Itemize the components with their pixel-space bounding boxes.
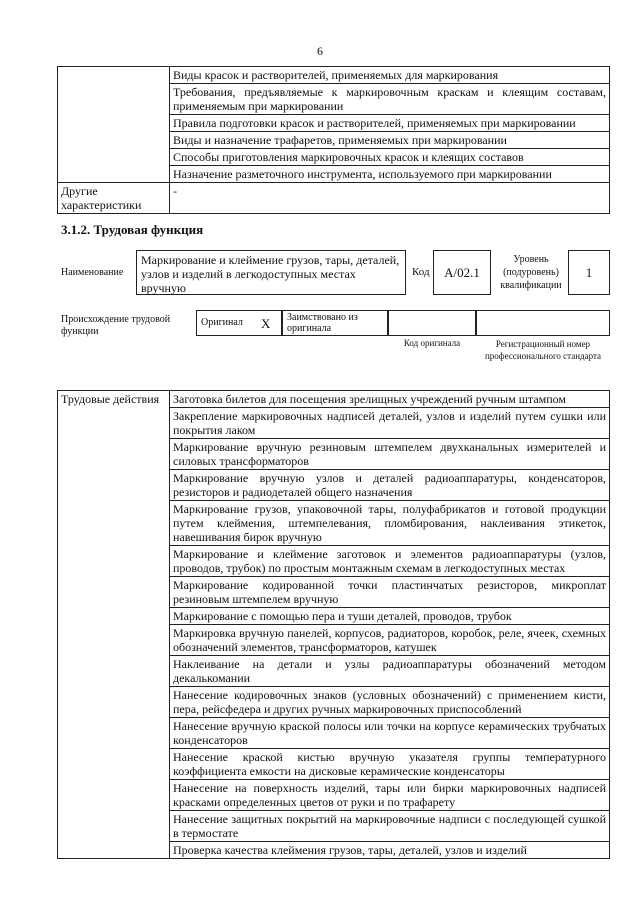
table-cell: Нанесение краской кистью вручную указателя группы температурного коэффициента емкости на дисковые керамические конденсаторы <box>170 749 610 780</box>
other-characteristics-label: Другие характеристики <box>58 183 170 214</box>
function-code-value: A/02.1 <box>433 250 491 295</box>
original-cell <box>196 310 282 336</box>
empty-label-cell <box>58 67 170 183</box>
knowledge-table <box>57 66 610 214</box>
section-title: 3.1.2. Трудовая функция <box>61 222 204 237</box>
table-cell: Виды красок и растворителей, применяемых для маркирования <box>170 67 610 84</box>
table-cell: Проверка качества клеймения грузов, тары, деталей, узлов и изделий <box>170 842 610 859</box>
table-cell: Правила подготовки красок и растворителей, применяемых при маркировании <box>170 115 610 132</box>
qualification-level-value: 1 <box>568 250 610 295</box>
code-original-caption: Код оригинала <box>403 338 461 348</box>
qualification-level-label: Уровень (подуровень) квалификации <box>500 254 562 291</box>
labour-actions-table <box>57 390 610 859</box>
table-cell: Наклеивание на детали и узлы радиоаппаратуры обозначений методом декалькомании <box>170 656 610 687</box>
borrowed-label: Заимствовано из оригинала <box>282 310 388 336</box>
table-row <box>58 183 610 214</box>
original-mark: X <box>261 316 271 331</box>
table-cell: Маркирование и клеймение заготовок и элементов радиоаппаратуры (узлов, проводов, трубок) по простым монтажным схемам в легкодоступных местах <box>170 546 610 577</box>
table-cell: Маркирование вручную резиновым штемпелем двухканальных измерителей и силовых трансформаторов <box>170 439 610 470</box>
code-label: Код <box>412 266 430 278</box>
table-cell: Закрепление маркировочных надписей деталей, узлов и изделий путем сушки или покрытия лаком <box>170 408 610 439</box>
table-cell: Маркирование грузов, упаковочной тары, полуфабрикатов и готовой продукции путем клеймения, штемпелевания, пломбирования, наклеивания этикеток, навешивания бирок вручную <box>170 501 610 546</box>
other-characteristics-value: - <box>170 183 610 214</box>
table-row <box>58 67 610 84</box>
reg-number-caption: Регистрационный номер профессионального стандарта <box>484 339 602 361</box>
labour-actions-label: Трудовые действия <box>58 391 170 859</box>
original-label: Оригинал <box>201 317 243 328</box>
function-name-value: Маркирование и клеймение грузов, тары, деталей, узлов и изделий в легкодоступных местах вручную <box>136 250 406 295</box>
table-cell: Маркировка вручную панелей, корпусов, радиаторов, коробок, реле, ячеек, схемных обозначений элементов, трансформаторов, катушек <box>170 625 610 656</box>
table-cell: Нанесение кодировочных знаков (условных обозначений) с применением кисти, пера, рейсфедера и других ручных маркировочных приспособлений <box>170 687 610 718</box>
name-label: Наименование <box>61 267 124 278</box>
table-cell: Маркирование вручную узлов и деталей радиоаппаратуры, конденсаторов, резисторов и радиодеталей общего назначения <box>170 470 610 501</box>
page-number: 6 <box>317 44 323 58</box>
origin-label: Происхождение трудовой функции <box>61 314 171 337</box>
table-cell: Требования, предъявляемые к маркировочным краскам и клеящим составам, применяемым при маркировании <box>170 84 610 115</box>
table-cell: Назначение разметочного инструмента, используемого при маркировании <box>170 166 610 183</box>
table-cell: Маркирование с помощью пера и туши деталей, проводов, трубок <box>170 608 610 625</box>
table-cell: Виды и назначение трафаретов, применяемых при маркировании <box>170 132 610 149</box>
table-cell: Нанесение вручную краской полосы или точки на корпусе керамических трубчатых конденсаторов <box>170 718 610 749</box>
code-original-cell <box>388 310 476 336</box>
table-cell: Нанесение защитных покрытий на маркировочные надписи с последующей сушкой в термостате <box>170 811 610 842</box>
table-cell: Маркирование кодированной точки пластинчатых резисторов, микроплат резиновым штемпелем вручную <box>170 577 610 608</box>
table-cell: Нанесение на поверхность изделий, тары или бирки маркировочных надписей красками определенных цветов от руки и по трафарету <box>170 780 610 811</box>
table-cell: Заготовка билетов для посещения зрелищных учреждений ручным штампом <box>170 391 610 408</box>
table-row <box>58 391 610 408</box>
table-cell: Способы приготовления маркировочных красок и клеящих составов <box>170 149 610 166</box>
reg-number-cell <box>476 310 610 336</box>
